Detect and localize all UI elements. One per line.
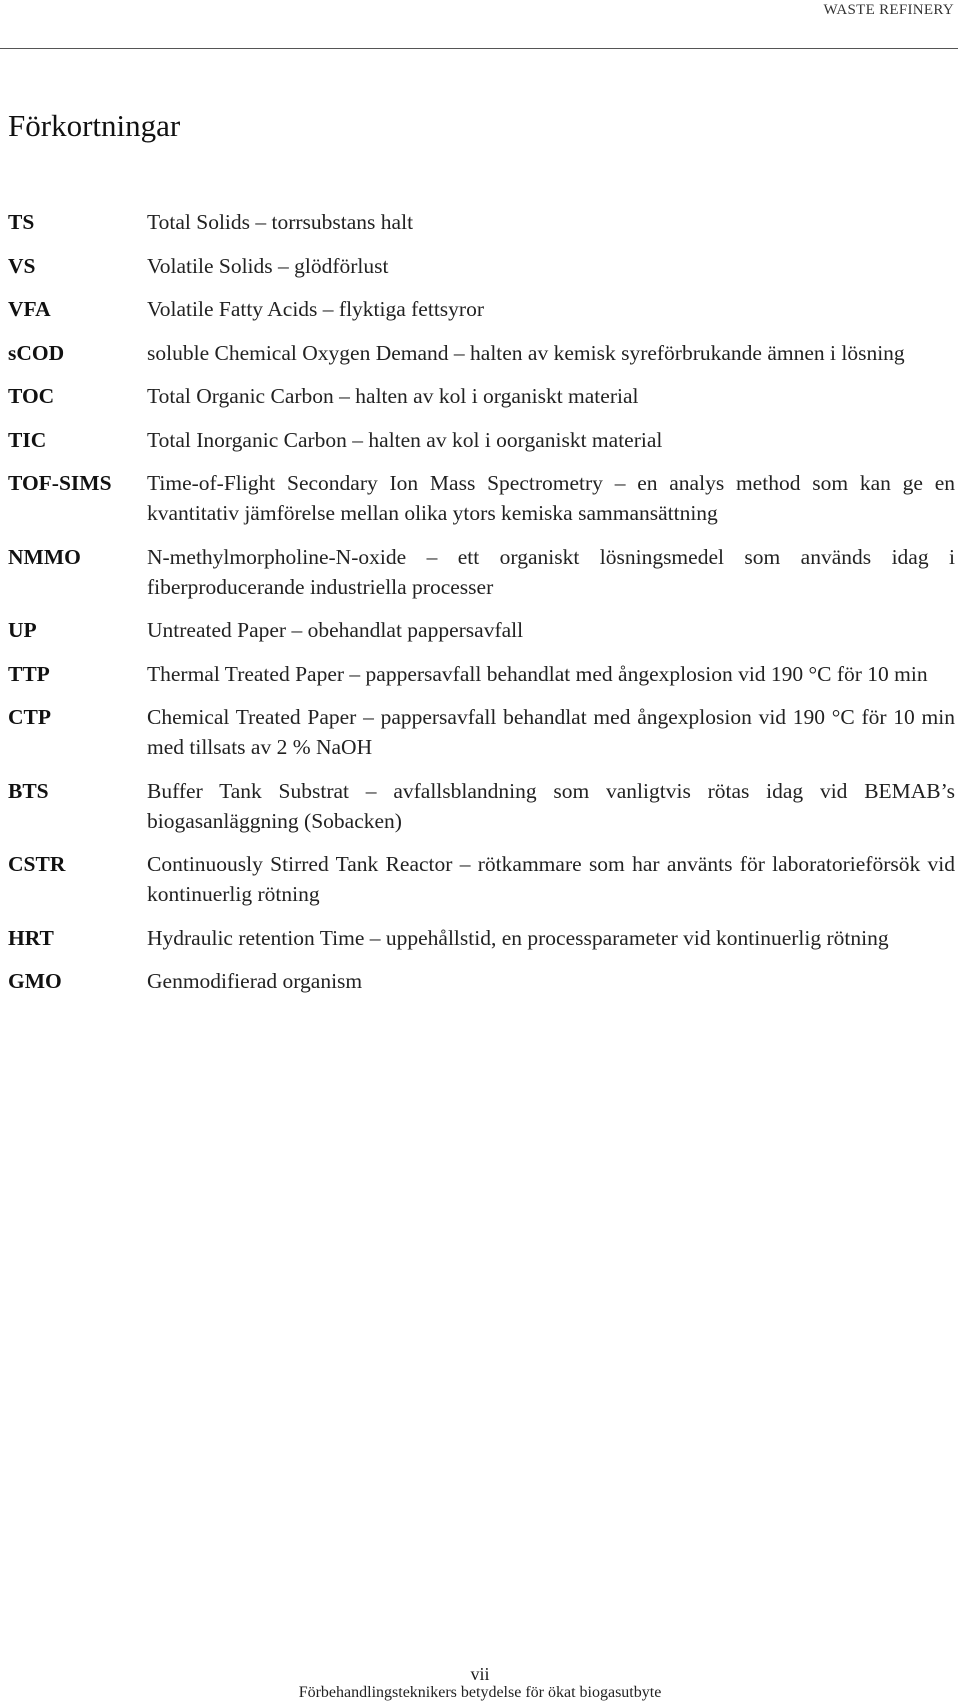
abbreviation-row <box>8 923 958 953</box>
abbreviation-row <box>8 615 958 645</box>
abbreviation-term: VS <box>8 253 36 278</box>
abbreviation-definition: Total Organic Carbon – halten av kol i organiskt material <box>147 384 639 408</box>
abbreviation-term: CTP <box>8 705 51 729</box>
abbreviation-definition: Volatile Fatty Acids – flyktiga fettsyror <box>147 297 484 321</box>
running-title: WASTE REFINERY <box>823 2 954 18</box>
abbreviation-definition: soluble Chemical Oxygen Demand – halten av kemisk syreförbrukande ämnen i lösning <box>147 340 905 365</box>
abbreviation-term: TOC <box>8 384 55 408</box>
abbreviation-term: TIC <box>8 427 47 452</box>
abbreviation-definition: Total Inorganic Carbon – halten av kol i oorganiskt material <box>147 427 663 452</box>
abbreviation-term: UP <box>8 618 37 642</box>
abbreviation-definition: Hydraulic retention Time – uppehållstid, en processparameter vid kontinuerlig rötning <box>147 925 889 950</box>
abbreviation-term: BTS <box>8 778 49 803</box>
abbreviation-row <box>8 294 958 324</box>
abbreviation-row <box>8 425 958 455</box>
abbreviation-definition: Thermal Treated Paper – pappersavfall behandlat med ångexplosion vid 190 °C för 10 min <box>147 661 928 686</box>
abbreviation-row <box>8 776 958 836</box>
abbreviation-list <box>8 207 958 1010</box>
abbreviation-row <box>8 338 958 368</box>
abbreviation-row <box>8 849 958 909</box>
abbreviation-definition: Time-of-Flight Secondary Ion Mass Spectrometry – en analys method som kan ge en kvantitativ jämförelse mellan olika ytors kemiska sammansättning <box>147 471 955 525</box>
abbreviation-row <box>8 542 958 602</box>
abbreviation-row <box>8 659 958 689</box>
section-heading: Förkortningar <box>8 108 181 143</box>
abbreviation-row <box>8 381 958 411</box>
abbreviation-term: GMO <box>8 969 62 993</box>
abbreviation-term: sCOD <box>8 340 65 365</box>
abbreviation-term: NMMO <box>8 544 81 569</box>
abbreviation-row <box>8 207 958 237</box>
abbreviation-definition: Genmodifierad organism <box>147 969 363 993</box>
abbreviation-definition: Chemical Treated Paper – pappersavfall behandlat med ångexplosion vid 190 °C för 10 min med tillsats av 2 % NaOH <box>147 705 955 759</box>
abbreviation-term: VFA <box>8 297 51 321</box>
abbreviation-definition: N-methylmorpholine-N-oxide – ett organiskt lösningsmedel som används idag i fiberproducerande industriella processer <box>147 544 955 599</box>
abbreviation-row <box>8 251 958 281</box>
abbreviation-term: CSTR <box>8 852 66 876</box>
abbreviation-row <box>8 702 958 762</box>
abbreviation-term: TOF-SIMS <box>8 471 112 495</box>
abbreviation-definition: Volatile Solids – glödförlust <box>147 253 389 278</box>
abbreviation-term: TTP <box>8 661 50 686</box>
footer-document-title: Förbehandlingsteknikers betydelse för ökat biogasutbyte <box>298 1684 662 1701</box>
abbreviation-definition: Buffer Tank Substrat – avfallsblandning som vanligtvis rötas idag vid BEMAB’s biogasanläggning (Sobacken) <box>147 778 955 833</box>
page-number: vii <box>470 1664 490 1684</box>
abbreviation-definition: Continuously Stirred Tank Reactor – rötkammare som har använts för laboratorieförsök vid kontinuerlig rötning <box>147 852 955 906</box>
abbreviation-term: TS <box>8 210 35 234</box>
abbreviation-definition: Untreated Paper – obehandlat pappersavfall <box>147 618 524 642</box>
abbreviation-term: HRT <box>8 925 54 950</box>
abbreviation-row <box>8 468 958 528</box>
page-header <box>0 0 958 49</box>
abbreviation-row <box>8 966 958 996</box>
abbreviation-definition: Total Solids – torrsubstans halt <box>147 210 414 234</box>
